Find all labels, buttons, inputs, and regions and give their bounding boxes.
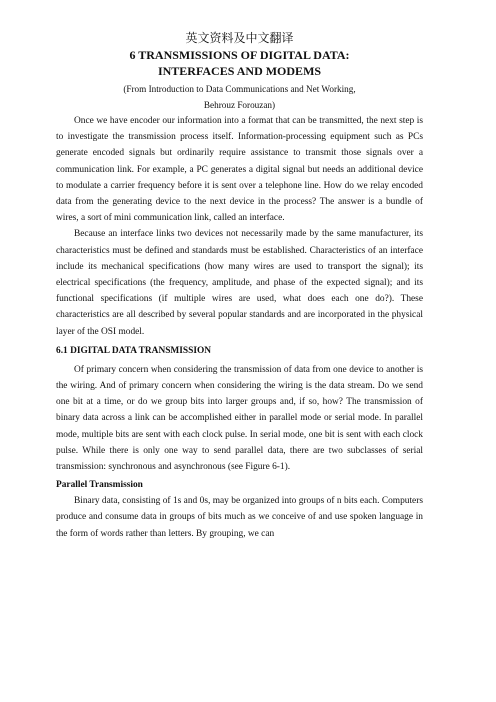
section-heading: 6.1 DIGITAL DATA TRANSMISSION bbox=[56, 345, 212, 356]
subsection-paragraph: Binary data, consisting of 1s and 0s, may be organized into groups of n bits each. Computers produce and consume data in groups of bits much as we conceive of and use spoken language in the form of words rather than letters. By grouping, we can bbox=[56, 496, 423, 539]
chinese-title: 英文资料及中文翻译 bbox=[185, 31, 294, 45]
source-citation-line-1: (From Introduction to Data Communications and Net Working, bbox=[123, 84, 356, 94]
interface-paragraph: Because an interface links two devices not necessarily made by the same manufacturer, its characteristics must be defined and standards must be established. Characteristics of an interface include its mechanical specifications (how many wires are used to transport the signal); its electrical specifications (the frequency, amplitude, and phase of the expected signal); and its functional specifications (if multiple wires are used, what does each one do?). These characteristics are all described by several popular standards and are incorporated in the physical layer of the OSI model. bbox=[56, 229, 423, 337]
document-body bbox=[56, 30, 423, 542]
source-citation-line-2: Behrouz Forouzan) bbox=[203, 100, 276, 110]
section-paragraph: Of primary concern when considering the transmission of data from one device to another is the wiring. And of primary concern when considering the wiring is the data stream. Do we send one bit at a time, or do we group bits into larger groups and, if so, how? The transmission of binary data across a link can be accomplished either in parallel mode or serial mode. In parallel mode, multiple bits are sent with each clock pulse. In serial mode, one bit is sent with each clock pulse. While there is only one way to send parallel data, there are two subclasses of serial transmission: synchronous and asynchronous (see Figure 6-1). bbox=[56, 364, 423, 473]
subsection-heading: Parallel Transmission bbox=[56, 480, 143, 491]
english-title-line-2: INTERFACES AND MODEMS bbox=[157, 64, 322, 78]
english-title-line-1: 6 TRANSMISSIONS OF DIGITAL DATA: bbox=[129, 48, 350, 62]
intro-paragraph: Once we have encoder our information into a format that can be transmitted, the next step is to investigate the transmission process itself. Information-processing equipment such as PCs generate encoded signals but ordinarily require assistance to transmit those signals over a communication link. For example, a PC generates a digital signal but needs an additional device to modulate a carrier frequency before it is sent over a telephone line. How do we relay encoded data from the generating device to the next device in the process? The answer is a bundle of wires, a sort of mini communication link, called an interface. bbox=[56, 116, 423, 224]
